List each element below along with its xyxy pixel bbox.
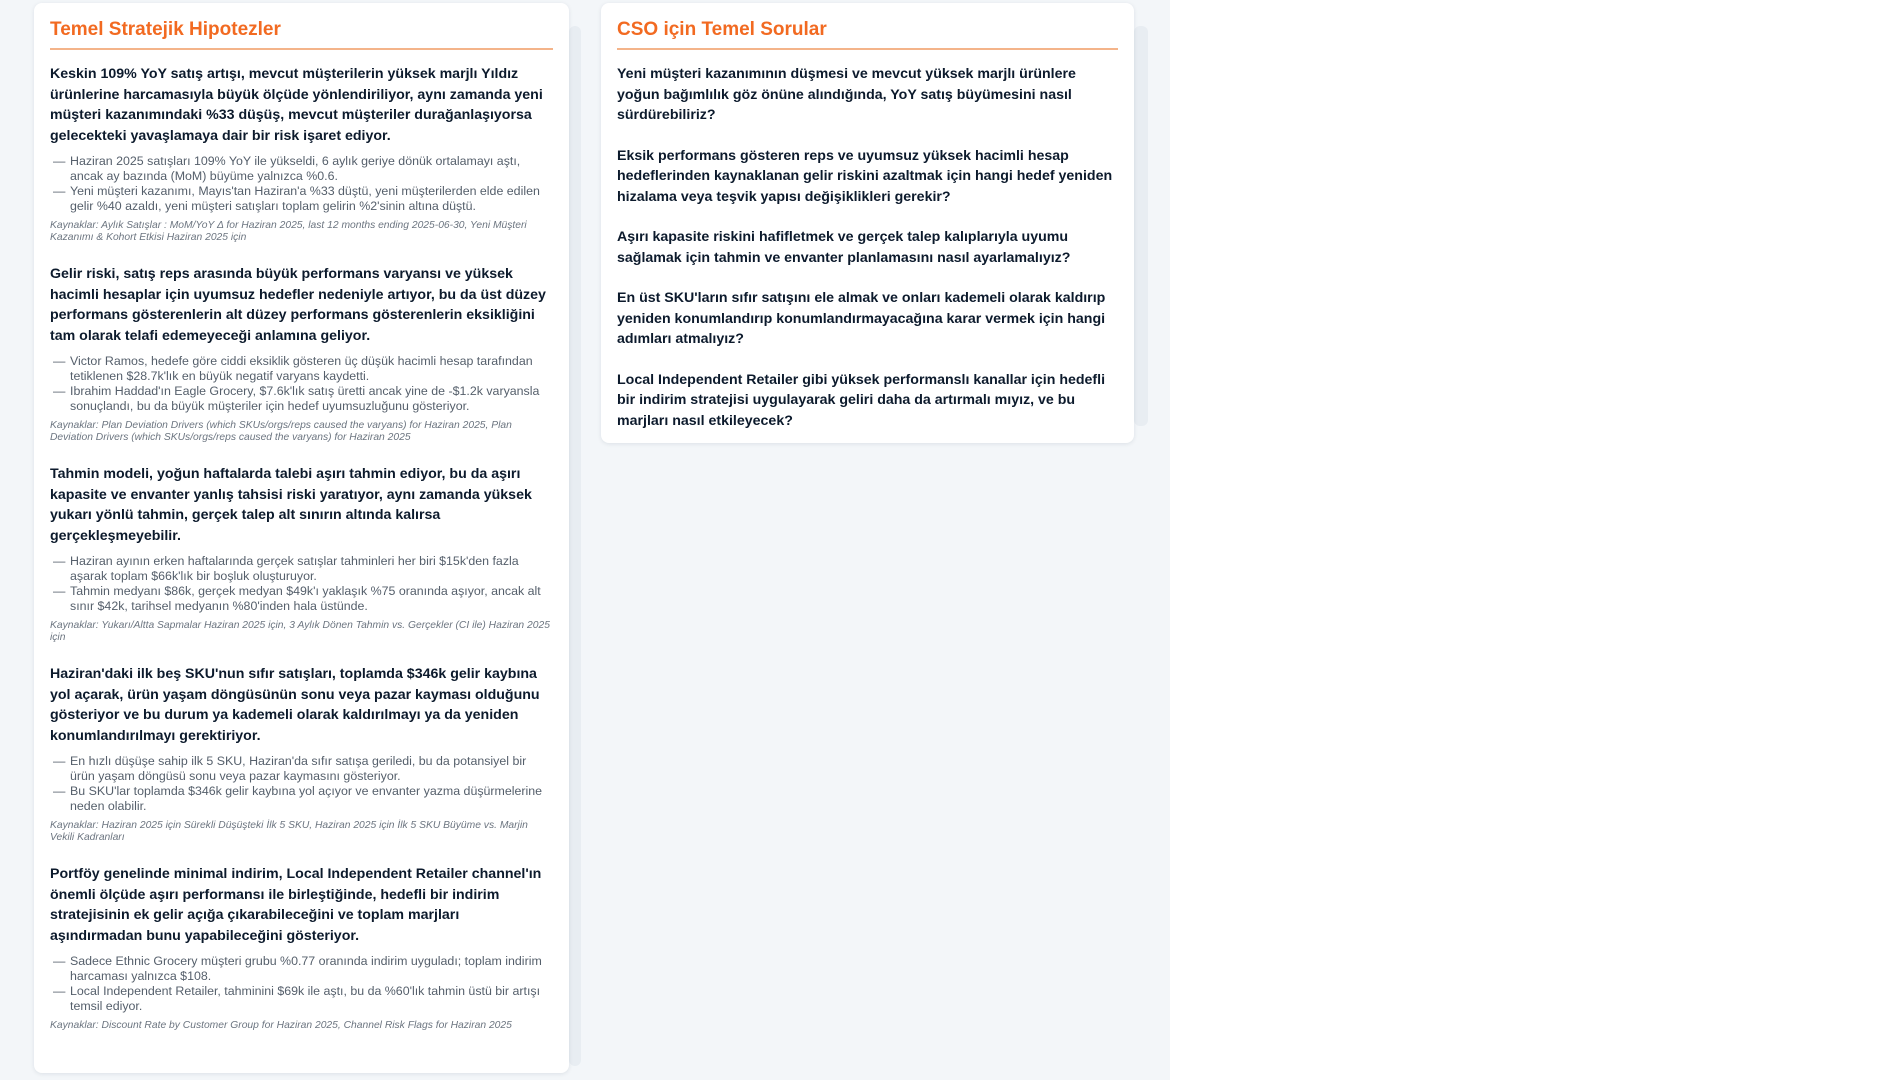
evidence-item: [53, 584, 553, 614]
hypothesis-statement: Tahmin modeli, yoğun haftalarda talebi aşırı tahmin ediyor, bu da aşırı kapasite ve envanter yanlış tahsisi riski yaratıyor, aynı zamanda yüksek yukarı yönlü tahmin, gerçek talep alt sınırın altında kalırsa gerçekleşmeyebilir.: [50, 466, 532, 544]
dash-icon: —: [53, 784, 66, 798]
evidence-item: [53, 554, 553, 584]
question-item: Aşırı kapasite riskini hafifletmek ve gerçek talep kalıplarıyla uyumu sağlamak için tahmin ve envanter planlamasını nasıl ayarlamalıyız?: [617, 229, 1071, 266]
dash-icon: —: [53, 954, 66, 968]
question-item: Eksik performans gösteren reps ve uyumsuz yüksek hacimli hesap hedeflerinden kaynaklanan gelir riskini azaltmak için hangi hedef yeniden hizalama veya teşvik yapısı değişiklikleri gerekir?: [617, 147, 1113, 205]
evidence-item: [53, 954, 553, 984]
panel-gutter-right: [1134, 26, 1148, 426]
hypothesis-statement: Haziran'daki ilk beş SKU'nun sıfır satışları, toplamda $346k gelir kaybına yol açarak, ürün yaşam döngüsünün sonu veya pazar kayması olduğunu gösteriyor ve bu durum ya kademeli olarak kaldırılmayı ya da yeniden konumlandırılmayı gerektiriyor.: [50, 666, 540, 744]
sources-note: Kaynaklar: Aylık Satışlar : MoM/YoY Δ for Haziran 2025, last 12 months ending 2025-06-30, Yeni Müşteri Kazanımı & Kohort Etkisi Haziran 2025 için: [50, 220, 527, 243]
evidence-text: Local Independent Retailer, tahminini $69k ile aştı, bu da %60'lık tahmin üstü bir artışı temsil ediyor.: [70, 984, 541, 1013]
evidence-item: [53, 754, 553, 784]
panel-title: Temel Stratejik Hipotezler: [50, 19, 281, 40]
questions-list: [601, 50, 1134, 431]
hypothesis-item: [50, 64, 553, 244]
hypothesis-item: [50, 664, 553, 844]
dash-icon: —: [53, 754, 66, 768]
dash-icon: —: [53, 554, 66, 568]
evidence-text: Tahmin medyanı $86k, gerçek medyan $49k'ı yaklaşık %75 oranında aşıyor, ancak alt sınır $42k, tarihsel medyanın %80'inden hala üstünde.: [70, 584, 541, 613]
panel-header: [50, 18, 553, 50]
evidence-text: Haziran 2025 satışları 109% YoY ile yükseldi, 6 aylık geriye dönük ortalamayı aştı, ancak ay bazında (MoM) büyüme yalnızca %0.6.: [70, 154, 521, 183]
evidence-list: [50, 554, 553, 614]
sources-note: Kaynaklar: Discount Rate by Customer Group for Haziran 2025, Channel Risk Flags for Haziran 2025: [50, 1020, 512, 1031]
evidence-item: [53, 784, 553, 814]
dash-icon: —: [53, 184, 66, 198]
evidence-item: [53, 354, 553, 384]
panel-title: CSO için Temel Sorular: [617, 19, 827, 40]
hypothesis-statement: Keskin 109% YoY satış artışı, mevcut müşterilerin yüksek marjlı Yıldız ürünlerine harcamasıyla büyük ölçüde yönlendiriliyor, aynı zamanda yeni müşteri kazanımındaki %33 düşüş, mevcut müşteriler durağanlaşıyorsa gelecekteki yavaşlamaya dair bir risk işaret ediyor.: [50, 66, 543, 144]
dash-icon: —: [53, 154, 66, 168]
cso-questions-panel: [601, 3, 1134, 443]
dash-icon: —: [53, 354, 66, 368]
evidence-item: [53, 384, 553, 414]
sources-note: Kaynaklar: Plan Deviation Drivers (which SKUs/orgs/reps caused the varyans) for Haziran 2025, Plan Deviation Drivers (which SKUs/orgs/reps caused the varyans) for Haziran 2025: [50, 420, 512, 443]
evidence-text: Sadece Ethnic Grocery müşteri grubu %0.77 oranında indirim uyguladı; toplam indirim harcaması yalnızca $108.: [70, 954, 542, 983]
evidence-list: [50, 754, 553, 814]
evidence-item: [53, 984, 553, 1014]
dash-icon: —: [53, 584, 66, 598]
question-item: Yeni müşteri kazanımının düşmesi ve mevcut yüksek marjlı ürünlere yoğun bağımlılık göz önüne alındığında, YoY satış büyümesini nasıl sürdürebiliriz?: [617, 66, 1076, 123]
evidence-list: [50, 354, 553, 414]
question-item: Local Independent Retailer gibi yüksek performanslı kanallar için hedefli bir indirim stratejisi uygulayarak geliri daha da artırmalı mıyız, ve bu marjları nasıl etkileyecek?: [617, 371, 1106, 429]
sources-note: Kaynaklar: Haziran 2025 için Sürekli Düşüşteki İlk 5 SKU, Haziran 2025 için İlk 5 SKU Büyüme vs. Marjin Vekili Kadranları: [50, 820, 528, 843]
panel-gutter-left: [569, 26, 581, 1066]
evidence-text: Haziran ayının erken haftalarında gerçek satışlar tahminleri her biri $15k'den fazla aşarak toplam $66k'lık bir boşluk oluşturuyor.: [70, 554, 519, 583]
dash-icon: —: [53, 984, 66, 998]
hypotheses-list: [34, 50, 569, 1032]
dash-icon: —: [53, 384, 66, 398]
evidence-text: Bu SKU'lar toplamda $346k gelir kaybına yol açıyor ve envanter yazma düşürmelerine neden olabilir.: [70, 784, 543, 813]
evidence-item: [53, 184, 553, 214]
evidence-list: [50, 954, 553, 1014]
hypothesis-item: [50, 464, 553, 644]
evidence-item: [53, 154, 553, 184]
panel-header: [617, 18, 1118, 50]
evidence-text: Ibrahim Haddad'ın Eagle Grocery, $7.6k'lık satış üretti ancak yine de -$1.2k varyansla sonuçlandı, bu da büyük müşteriler için hedef uyumsuzluğunu gösteriyor.: [70, 384, 540, 413]
hypothesis-statement: Portföy genelinde minimal indirim, Local Independent Retailer channel'ın önemli ölçüde aşırı performansı ile birleştiğinde, hedefli bir indirim stratejisinin ek gelir açığa çıkarabileceğini ve toplam marjları aşındırmadan bunu yapabileceğini gösteriyor.: [50, 866, 542, 944]
strategic-hypotheses-panel: [34, 3, 569, 1073]
evidence-text: En hızlı düşüşe sahip ilk 5 SKU, Haziran'da sıfır satışa geriledi, bu da potansiyel bir ürün yaşam döngüsü sonu veya pazar kaymasını gösteriyor.: [70, 754, 527, 783]
hypothesis-statement: Gelir riski, satış reps arasında büyük performans varyansı ve yüksek hacimli hesaplar için uyumsuz hedefler nedeniyle artıyor, bu da üst düzey performans gösterenlerin alt düzey performans gösterenlerin eksikliğini tam olarak telafi edemeyeceği anlamına geliyor.: [50, 266, 546, 344]
hypothesis-item: [50, 264, 553, 444]
sources-note: Kaynaklar: Yukarı/Altta Sapmalar Haziran 2025 için, 3 Aylık Dönen Tahmin vs. Gerçekler (CI ile) Haziran 2025 için: [50, 620, 550, 643]
hypothesis-item: [50, 864, 553, 1032]
evidence-text: Victor Ramos, hedefe göre ciddi eksiklik gösteren üç düşük hacimli hesap tarafından tetiklenen $28.7k'lık en büyük negatif varyans kaydetti.: [70, 354, 533, 383]
evidence-text: Yeni müşteri kazanımı, Mayıs'tan Haziran'a %33 düştü, yeni müşterilerden elde edilen gelir %40 azaldı, yeni müşteri satışları toplam gelirin %2'sinin altına düştü.: [70, 184, 540, 213]
evidence-list: [50, 154, 553, 214]
question-item: En üst SKU'ların sıfır satışını ele almak ve onları kademeli olarak kaldırıp yeniden konumlandırıp konumlandırmayacağına karar vermek için hangi adımları atmalıyız?: [617, 290, 1106, 347]
